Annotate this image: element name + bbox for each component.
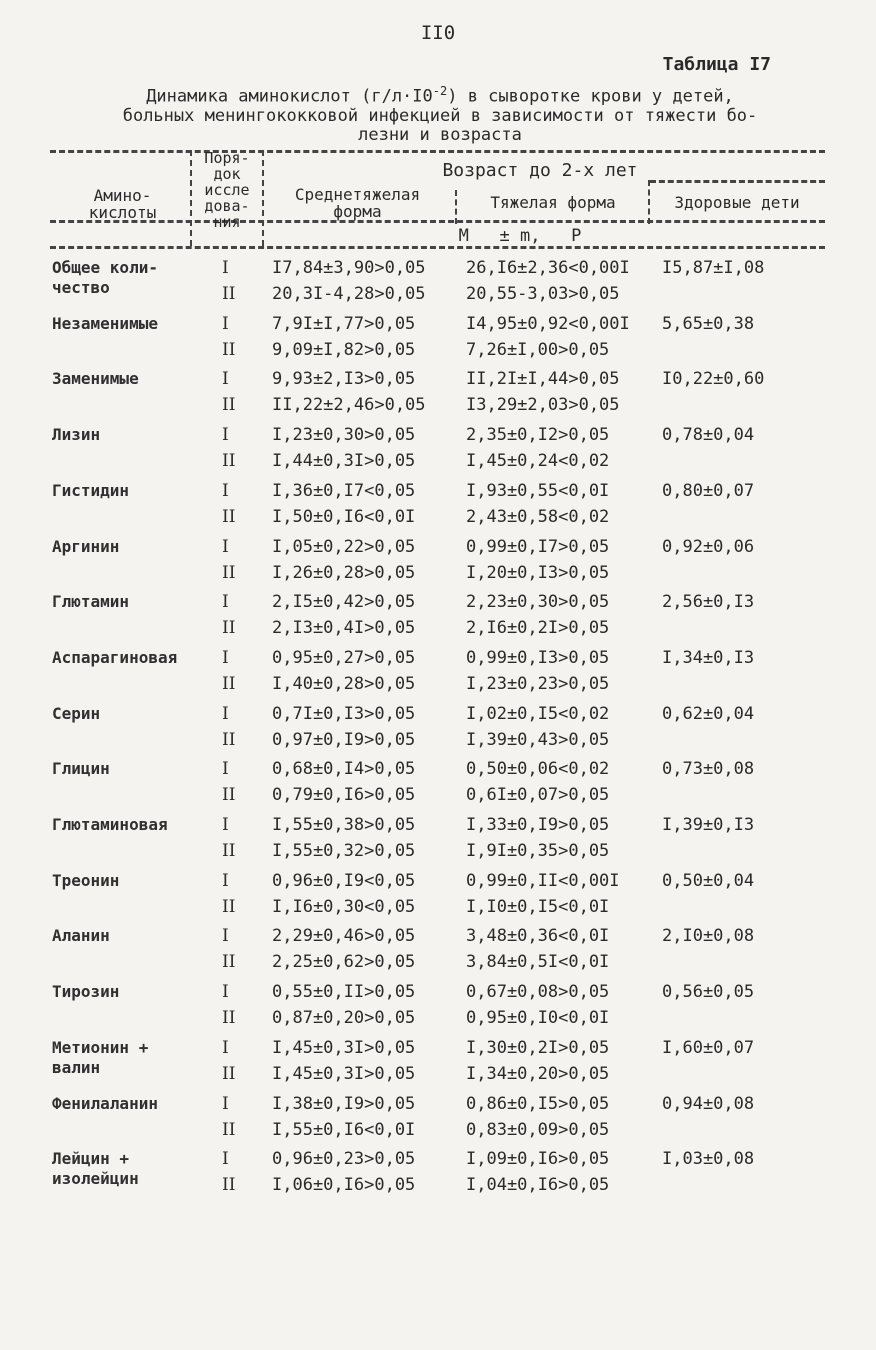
order-i: I: [222, 537, 229, 557]
healthy-value: I,34±0,I3: [662, 648, 755, 668]
order-ii: II: [222, 618, 236, 638]
header-age: Возраст до 2-х лет: [442, 160, 638, 181]
amino-acid-name-line: валин: [52, 1058, 101, 1077]
order-i: I: [222, 982, 229, 1002]
amino-acid-name: [52, 258, 217, 298]
header-top-rule: [50, 150, 825, 153]
moderate-value-i: I,36±0,I7<0,05: [272, 481, 416, 501]
amino-acid-name: [52, 759, 217, 779]
moderate-value-i: I7,84±3,90>0,05: [272, 258, 426, 278]
order-i: I: [222, 648, 229, 668]
amino-acid-name: [52, 926, 217, 946]
severe-value-ii: 0,6I±0,07>0,05: [466, 785, 610, 805]
severe-value-ii: 0,83±0,09>0,05: [466, 1120, 610, 1140]
table-row: [0, 592, 876, 648]
moderate-value-ii: 20,3I-4,28>0,05: [272, 284, 426, 304]
amino-acid-name-line: чество: [52, 278, 110, 297]
healthy-value: 5,65±0,38: [662, 314, 755, 334]
order-ii: II: [222, 897, 236, 917]
healthy-value: 0,78±0,04: [662, 425, 755, 445]
moderate-value-ii: 0,97±0,I9>0,05: [272, 730, 416, 750]
page-number: II0: [420, 22, 456, 44]
amino-acid-name: [52, 648, 217, 668]
caption-sup: -2: [432, 84, 448, 98]
severe-value-ii: 0,95±0,I0<0,0I: [466, 1008, 610, 1028]
order-i: I: [222, 815, 229, 835]
header-healthy-rule: [650, 180, 825, 183]
healthy-value: 2,56±0,I3: [662, 592, 755, 612]
moderate-value-i: I,38±0,I9>0,05: [272, 1094, 416, 1114]
severe-value-ii: I,45±0,24<0,02: [466, 451, 610, 471]
table-row: [0, 1094, 876, 1150]
order-i: I: [222, 481, 229, 501]
order-i: I: [222, 1149, 229, 1169]
table-label: Таблица I7: [662, 54, 771, 75]
healthy-value: 0,94±0,08: [662, 1094, 755, 1114]
order-ii: II: [222, 674, 236, 694]
severe-value-i: I,33±0,I9>0,05: [466, 815, 610, 835]
amino-acid-name: [52, 481, 217, 501]
table-row: [0, 1038, 876, 1094]
order-ii: II: [222, 1120, 236, 1140]
moderate-value-ii: I,06±0,I6>0,05: [272, 1175, 416, 1195]
amino-acid-name-line: Аланин: [52, 926, 110, 945]
amino-acid-name-line: Глицин: [52, 759, 110, 778]
table-row: [0, 314, 876, 370]
table-row: [0, 704, 876, 760]
header-amino: [60, 187, 185, 221]
caption-line-2: больных менингококковой инфекцией в зависимости от тяжести бо-: [122, 105, 758, 126]
severe-value-ii: I3,29±2,03>0,05: [466, 395, 620, 415]
severe-value-ii: 3,84±0,5I<0,0I: [466, 952, 610, 972]
amino-acid-name: [52, 815, 217, 835]
severe-value-ii: I,04±0,I6>0,05: [466, 1175, 610, 1195]
order-i: I: [222, 871, 229, 891]
severe-value-ii: I,I0±0,I5<0,0I: [466, 897, 610, 917]
order-ii: II: [222, 563, 236, 583]
severe-value-i: 0,86±0,I5>0,05: [466, 1094, 610, 1114]
amino-acid-name-line: Гистидин: [52, 481, 130, 500]
table-row: [0, 369, 876, 425]
healthy-value: 0,80±0,07: [662, 481, 755, 501]
caption-pre: Динамика аминокислот (г/л·I0: [146, 86, 433, 107]
severe-value-ii: I,23±0,23>0,05: [466, 674, 610, 694]
healthy-value: 0,56±0,05: [662, 982, 755, 1002]
order-ii: II: [222, 952, 236, 972]
order-ii: II: [222, 785, 236, 805]
moderate-value-ii: I,50±0,I6<0,0I: [272, 507, 416, 527]
moderate-value-ii: 2,I3±0,4I>0,05: [272, 618, 416, 638]
severe-value-ii: I,39±0,43>0,05: [466, 730, 610, 750]
amino-acid-name-line: Незаменимые: [52, 314, 158, 333]
order-ii: II: [222, 1175, 236, 1195]
severe-value-ii: 7,26±I,00>0,05: [466, 340, 610, 360]
order-i: I: [222, 704, 229, 724]
moderate-value-i: I,55±0,38>0,05: [272, 815, 416, 835]
header-order-line-3: иссле: [204, 181, 250, 199]
moderate-value-i: I,23±0,30>0,05: [272, 425, 416, 445]
amino-acid-name-line: Глютаминовая: [52, 815, 168, 834]
amino-acid-name: [52, 425, 217, 445]
header-order-line-4: дова-: [204, 197, 250, 215]
header-divider-4: [648, 180, 650, 224]
table-row: [0, 871, 876, 927]
order-i: I: [222, 425, 229, 445]
moderate-value-i: 9,93±2,I3>0,05: [272, 369, 416, 389]
severe-value-ii: I,34±0,20>0,05: [466, 1064, 610, 1084]
table-row: [0, 815, 876, 871]
severe-value-i: 0,99±0,II<0,00I: [466, 871, 620, 891]
moderate-value-i: 0,95±0,27>0,05: [272, 648, 416, 668]
amino-acid-name: [52, 1149, 217, 1189]
severe-value-i: 0,50±0,06<0,02: [466, 759, 610, 779]
order-ii: II: [222, 841, 236, 861]
severe-value-ii: I,9I±0,35>0,05: [466, 841, 610, 861]
healthy-value: I0,22±0,60: [662, 369, 765, 389]
healthy-value: I,60±0,07: [662, 1038, 755, 1058]
moderate-value-i: 0,55±0,II>0,05: [272, 982, 416, 1002]
header-amino-line-2: кислоты: [88, 203, 157, 222]
amino-acid-name-line: Фенилаланин: [52, 1094, 158, 1113]
order-ii: II: [222, 340, 236, 360]
severe-value-ii: 20,55-3,03>0,05: [466, 284, 620, 304]
amino-acid-name: [52, 537, 217, 557]
header-order-line-1: Поря-: [204, 149, 250, 167]
severe-value-i: 2,23±0,30>0,05: [466, 592, 610, 612]
healthy-value: 0,73±0,08: [662, 759, 755, 779]
header-stats: M ± m, P: [458, 226, 582, 246]
table-row: [0, 926, 876, 982]
moderate-value-i: 7,9I±I,77>0,05: [272, 314, 416, 334]
table-row: [0, 481, 876, 537]
healthy-value: 0,92±0,06: [662, 537, 755, 557]
severe-value-i: I,30±0,2I>0,05: [466, 1038, 610, 1058]
severe-value-i: 0,99±0,I3>0,05: [466, 648, 610, 668]
table-row: [0, 537, 876, 593]
header-order-line-2: док: [213, 165, 241, 183]
table-caption: [40, 82, 840, 145]
amino-acid-name: [52, 592, 217, 612]
header-moderate-line-2: форма: [333, 202, 382, 221]
amino-acid-name-line: Треонин: [52, 871, 120, 890]
amino-acid-name-line: Лизин: [52, 425, 101, 444]
moderate-value-i: I,05±0,22>0,05: [272, 537, 416, 557]
amino-acid-name-line: Глютамин: [52, 592, 130, 611]
order-ii: II: [222, 507, 236, 527]
moderate-value-ii: I,40±0,28>0,05: [272, 674, 416, 694]
severe-value-i: I,02±0,I5<0,02: [466, 704, 610, 724]
header-moderate-line-1: Среднетяжелая: [294, 185, 421, 204]
order-ii: II: [222, 284, 236, 304]
severe-value-i: 2,35±0,I2>0,05: [466, 425, 610, 445]
moderate-value-ii: II,22±2,46>0,05: [272, 395, 426, 415]
order-i: I: [222, 592, 229, 612]
header-severe: Тяжелая форма: [490, 193, 616, 212]
amino-acid-name-line: Общее коли-: [52, 258, 158, 277]
order-ii: II: [222, 730, 236, 750]
healthy-value: 2,I0±0,08: [662, 926, 755, 946]
order-i: I: [222, 759, 229, 779]
header-amino-line-1: Амино-: [93, 186, 152, 205]
severe-value-ii: 2,I6±0,2I>0,05: [466, 618, 610, 638]
amino-acid-name: [52, 1038, 217, 1078]
table-row: [0, 1149, 876, 1205]
amino-acid-name: [52, 982, 217, 1002]
order-i: I: [222, 926, 229, 946]
amino-acid-name-line: Заменимые: [52, 369, 139, 388]
severe-value-i: 0,67±0,08>0,05: [466, 982, 610, 1002]
moderate-value-ii: I,55±0,32>0,05: [272, 841, 416, 861]
moderate-value-i: 2,I5±0,42>0,05: [272, 592, 416, 612]
severe-value-ii: 2,43±0,58<0,02: [466, 507, 610, 527]
moderate-value-i: 2,29±0,46>0,05: [272, 926, 416, 946]
caption-line-1: [40, 82, 840, 107]
order-ii: II: [222, 1064, 236, 1084]
table-row: [0, 258, 876, 314]
table-row: [0, 759, 876, 815]
moderate-value-ii: 2,25±0,62>0,05: [272, 952, 416, 972]
amino-acid-name: [52, 369, 217, 389]
table-row: [0, 982, 876, 1038]
healthy-value: I,39±0,I3: [662, 815, 755, 835]
order-i: I: [222, 1038, 229, 1058]
amino-acid-name-line: изолейцин: [52, 1169, 139, 1188]
moderate-value-ii: I,44±0,3I>0,05: [272, 451, 416, 471]
amino-acid-name: [52, 704, 217, 724]
caption-post: ) в сыворотке крови у детей,: [447, 86, 734, 107]
amino-acid-name: [52, 314, 217, 334]
moderate-value-i: I,45±0,3I>0,05: [272, 1038, 416, 1058]
severe-value-i: II,2I±I,44>0,05: [466, 369, 620, 389]
moderate-value-ii: I,45±0,3I>0,05: [272, 1064, 416, 1084]
moderate-value-ii: 0,79±0,I6>0,05: [272, 785, 416, 805]
amino-acid-name: [52, 1094, 217, 1114]
moderate-value-i: 0,96±0,23>0,05: [272, 1149, 416, 1169]
order-i: I: [222, 1094, 229, 1114]
amino-acid-name-line: Лейцин +: [52, 1149, 130, 1168]
header-divider-2: [262, 150, 264, 246]
severe-value-i: 0,99±0,I7>0,05: [466, 537, 610, 557]
order-i: I: [222, 314, 229, 334]
moderate-value-ii: 9,09±I,82>0,05: [272, 340, 416, 360]
header-healthy: Здоровые дети: [674, 193, 800, 212]
amino-acid-name: [52, 871, 217, 891]
header-order: [192, 150, 262, 230]
order-ii: II: [222, 1008, 236, 1028]
amino-acid-name-line: Тирозин: [52, 982, 120, 1001]
amino-acid-name-line: Аспарагиновая: [52, 648, 178, 667]
severe-value-i: I4,95±0,92<0,00I: [466, 314, 630, 334]
header-moderate: [265, 186, 450, 220]
severe-value-ii: I,20±0,I3>0,05: [466, 563, 610, 583]
header-divider-3: [455, 190, 457, 224]
moderate-value-ii: I,55±0,I6<0,0I: [272, 1120, 416, 1140]
order-i: I: [222, 258, 229, 278]
order-i: I: [222, 369, 229, 389]
severe-value-i: 3,48±0,36<0,0I: [466, 926, 610, 946]
moderate-value-i: 0,96±0,I9<0,05: [272, 871, 416, 891]
severe-value-i: I,93±0,55<0,0I: [466, 481, 610, 501]
healthy-value: 0,50±0,04: [662, 871, 755, 891]
table-row: [0, 425, 876, 481]
healthy-value: 0,62±0,04: [662, 704, 755, 724]
amino-acid-name-line: Аргинин: [52, 537, 120, 556]
moderate-value-ii: I,26±0,28>0,05: [272, 563, 416, 583]
caption-line-3: лезни и возраста: [358, 124, 522, 145]
order-ii: II: [222, 451, 236, 471]
moderate-value-ii: I,I6±0,30<0,05: [272, 897, 416, 917]
healthy-value: I5,87±I,08: [662, 258, 765, 278]
severe-value-i: I,09±0,I6>0,05: [466, 1149, 610, 1169]
amino-acid-name-line: Метионин +: [52, 1038, 149, 1057]
order-ii: II: [222, 395, 236, 415]
moderate-value-i: 0,7I±0,I3>0,05: [272, 704, 416, 724]
amino-acid-name-line: Серин: [52, 704, 101, 723]
header-bottom-rule: [50, 246, 825, 249]
healthy-value: I,03±0,08: [662, 1149, 755, 1169]
severe-value-i: 26,I6±2,36<0,00I: [466, 258, 630, 278]
header-order-line-5: ния: [213, 213, 241, 231]
moderate-value-i: 0,68±0,I4>0,05: [272, 759, 416, 779]
table-row: [0, 648, 876, 704]
moderate-value-ii: 0,87±0,20>0,05: [272, 1008, 416, 1028]
